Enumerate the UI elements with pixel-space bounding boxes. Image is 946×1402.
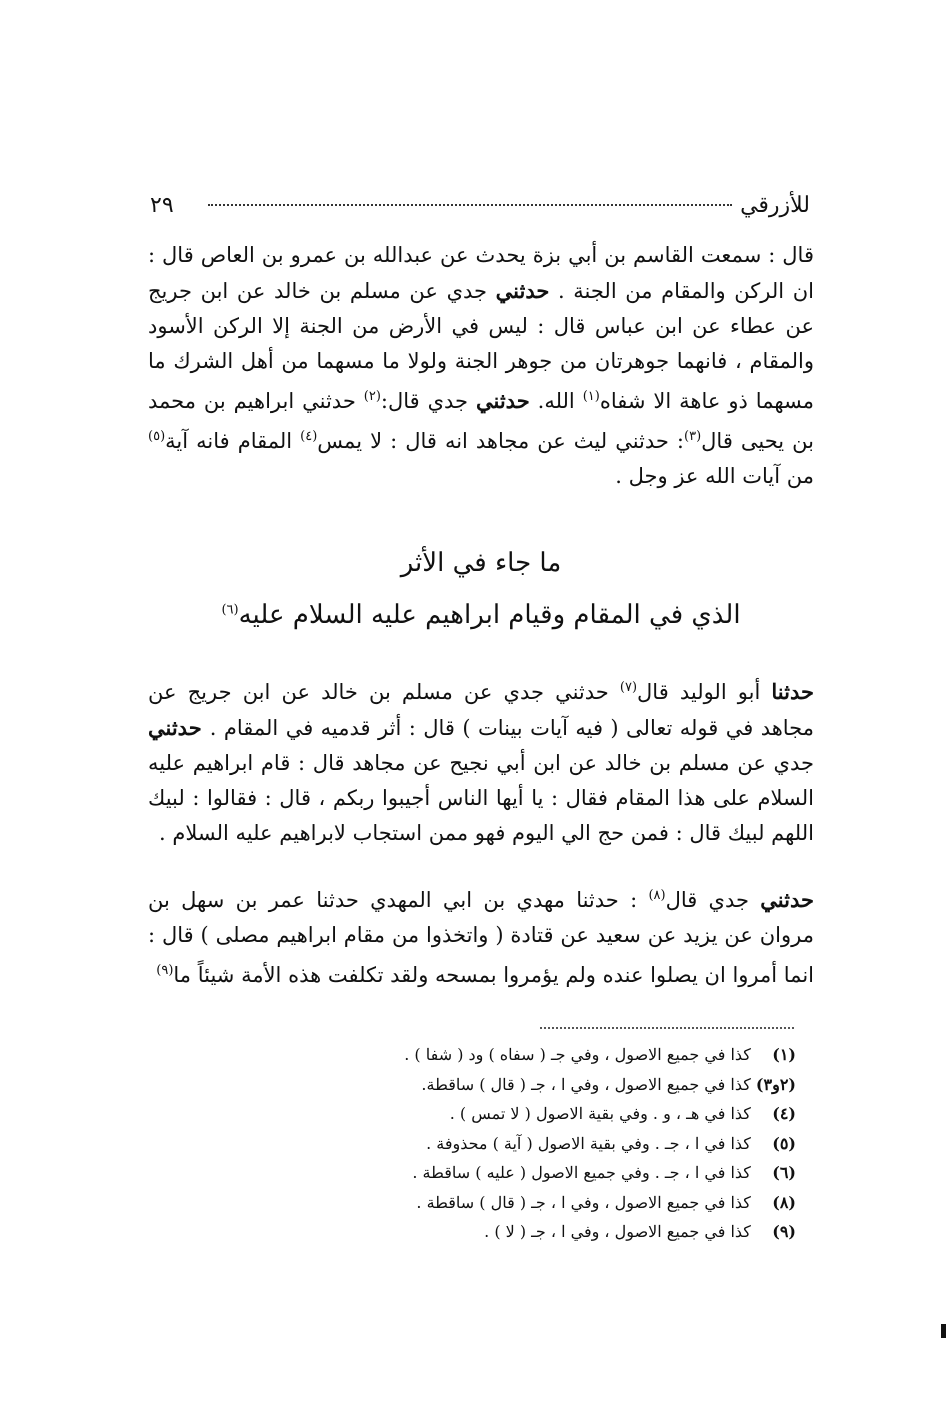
footnote-number: (٤) <box>772 1104 796 1123</box>
running-title: للأزرقي <box>740 193 810 218</box>
footnote-text: كذا في جميع الاصول ، وفي جـ ( سفاه ) ود ( شفا ) . <box>404 1045 751 1064</box>
text-run: : حدثني ليث عن مجاهد انه قال : لا يمس <box>317 429 685 453</box>
text-run: قال : سمعت القاسم بن أبي بزة يحدث عن عبدالله بن عمرو بن العاص قال : ان الركن والمقام من الجنة . <box>148 243 814 303</box>
footnote-item <box>300 1070 796 1100</box>
text-run: الله. <box>537 389 583 413</box>
footnote-ref: (١) <box>582 389 600 404</box>
scan-edge-mark <box>941 1324 946 1338</box>
footnote-ref: (٧) <box>619 680 638 695</box>
lead-word: حدثني <box>495 278 550 303</box>
lead-word: حدثني <box>475 388 530 413</box>
lead-word: حدثنا <box>771 679 814 704</box>
text-run: : حدثنا مهدي بن ابي المهدي حدثنا عمر بن سهل بن مروان عن يزيد عن سعيد عن قتادة ( واتخذوا من مقام ابراهيم مصلى ) قال : انما أمروا ان يصلوا عنده ولم يؤمروا بمسحه ولقد تكلفت هذه الأمة شيئاً ما <box>148 888 814 987</box>
lead-word: حدثني <box>148 715 210 740</box>
paragraph-1 <box>148 238 814 494</box>
footnote-number: (١) <box>772 1045 796 1064</box>
footnote-ref: (٦) <box>221 602 239 618</box>
footnote-ref: (٨) <box>648 888 666 903</box>
footnote-number: (٦) <box>772 1163 796 1182</box>
section-heading-line-2 <box>148 600 814 630</box>
paragraph-text <box>148 670 814 851</box>
footnote-number: (٨) <box>772 1192 796 1212</box>
footnote-item <box>300 1099 796 1129</box>
text-run: جدي قال <box>665 888 761 912</box>
footnote-item <box>300 1129 796 1159</box>
page-header <box>150 182 810 218</box>
footnote-ref: (٣) <box>684 429 702 444</box>
paragraph-text <box>148 238 814 494</box>
section-heading-line-1: ما جاء في الأثر <box>400 548 562 578</box>
page-number: ٢٩ <box>150 193 174 218</box>
text-run: المقام فانه آية <box>165 429 301 453</box>
footnote-ref: (٥) <box>148 429 166 444</box>
footnote-item <box>300 1040 796 1070</box>
header-dotted-rule <box>208 204 732 206</box>
text-run: حدثني جدي عن مسلم بن خالد عن ابن جريج عن مجاهد في قوله تعالى ( فيه آيات بينات ) قال : أثر قدميه في المقام . <box>148 680 814 740</box>
footnote-text: كذا في ا ، جـ . وفي جميع الاصول ( عليه ) ساقطة . <box>412 1163 751 1182</box>
footnote-divider <box>540 1027 794 1029</box>
footnote-item <box>300 1188 796 1218</box>
text-run: جدي عن مسلم بن خالد عن ابن جريج عن عطاء عن ابن عباس قال : ليس في الأرض من الجنة إلا الركن الأسود والمقام ، فانهما جوهرتان من جوهر الجنة ولولا ما مسهما من أهل الشرك ما مسهما ذو عاهة الا شفاه <box>148 279 814 413</box>
footnote-item <box>300 1217 796 1247</box>
lead-word: حدثني <box>760 887 814 912</box>
footnote-ref: (٩) <box>156 963 174 978</box>
footnote-item <box>300 1158 796 1188</box>
footnote-number: (٢و٣) <box>755 1074 796 1094</box>
text-run: جدي قال: <box>380 389 476 413</box>
footnote-text: كذا في ا ، جـ . وفي بقية الاصول ( آية ) محذوفة . <box>426 1133 751 1153</box>
footnote-text: كذا في جميع الاصول ، وفي ا ، جـ ( لا ) . <box>484 1222 751 1241</box>
text-run: من آيات الله عز وجل . <box>615 464 814 488</box>
paragraph-2 <box>148 670 814 851</box>
footnote-ref: (٢) <box>363 389 381 404</box>
footnote-number: (٥) <box>772 1133 796 1153</box>
footnote-text: كذا في جميع الاصول ، وفي ا ، جـ ( قال ) ساقطة. <box>421 1074 751 1094</box>
footnote-ref: (٤) <box>300 429 318 444</box>
heading-text: الذي في المقام وقيام ابراهيم عليه السلام عليه <box>238 600 741 630</box>
footnote-number: (٩) <box>772 1222 796 1241</box>
footnote-list <box>300 1040 796 1247</box>
footnote-text: كذا في هـ ، و . وفي بقية الاصول ( لا تمس ) . <box>449 1104 751 1123</box>
text-run: جدي عن مسلم بن خالد عن ابن أبي نجيح عن مجاهد قال : قام ابراهيم عليه السلام على هذا المقام فقال : يا أيها الناس أجيبوا ربكم ، قال : فقالوا : لبيك اللهم لبيك قال : فمن حج الي اليوم فهو ممن استجاب لابراهيم عليه السلام . <box>148 751 814 845</box>
paragraph-3 <box>148 878 814 993</box>
text-run: أبو الوليد قال <box>637 680 772 704</box>
paragraph-text <box>148 878 814 993</box>
text-run: حدثني ابراهيم بن محمد بن يحيى قال <box>148 389 814 453</box>
footnote-text: كذا في جميع الاصول ، وفي ا ، جـ ( قال ) ساقطة . <box>416 1192 751 1212</box>
